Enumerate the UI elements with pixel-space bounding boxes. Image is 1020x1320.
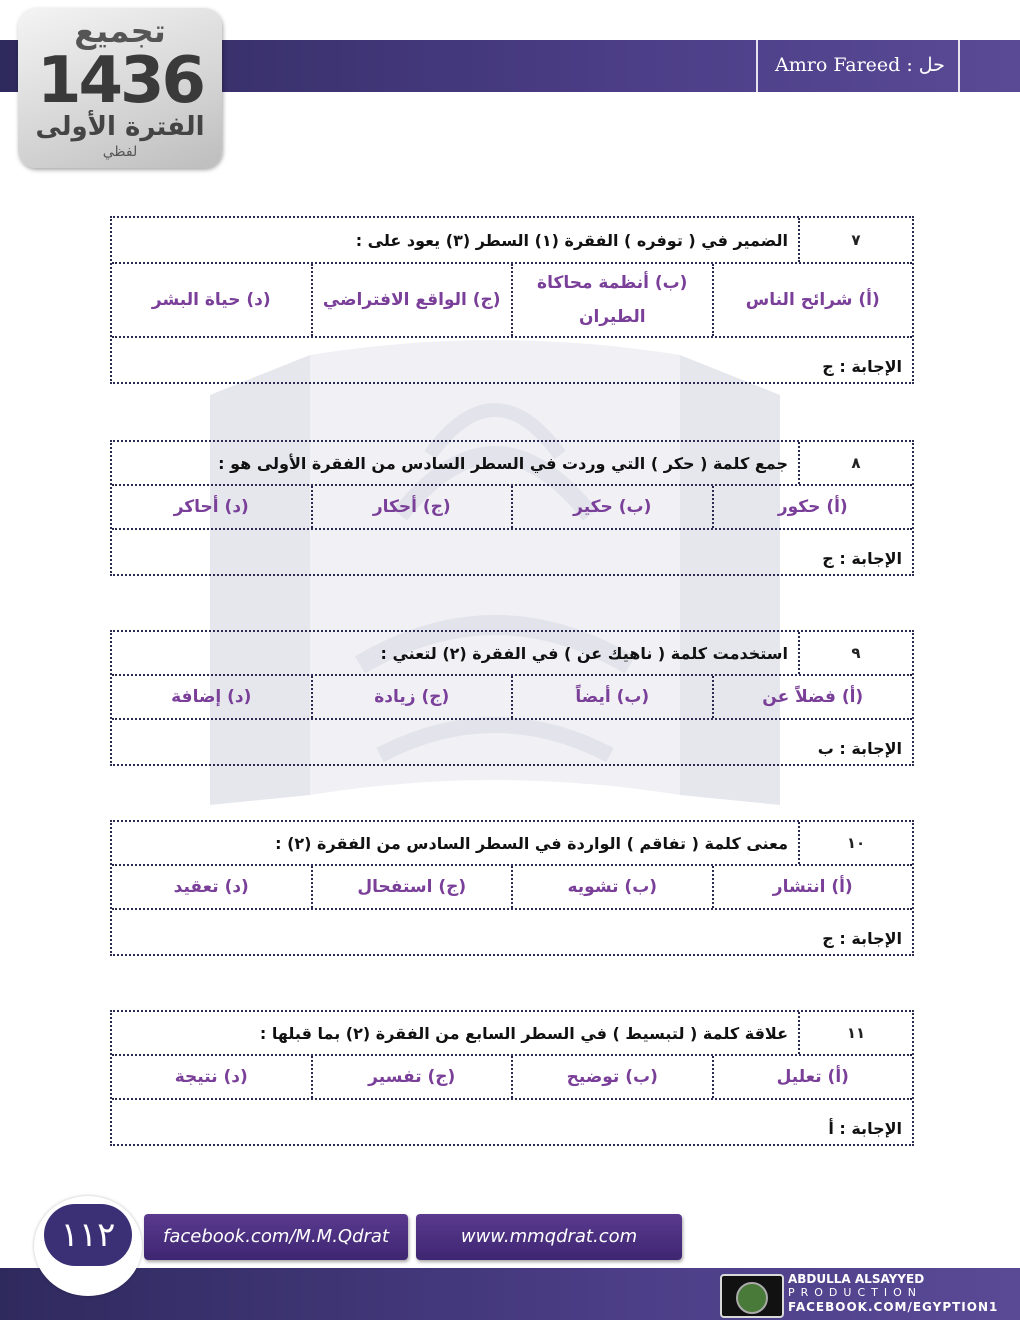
question-number: ٩	[798, 632, 912, 674]
credit-link: FACEBOOK.COM/EGYPTION1	[788, 1300, 999, 1314]
collection-badge-logo	[18, 8, 222, 168]
option-d: (د) إضافة	[171, 687, 252, 707]
page-number-badge	[34, 1196, 142, 1296]
question-card	[110, 440, 914, 576]
option-a: (أ) حكور	[712, 486, 913, 528]
option-c: (ج) تفسير	[311, 1056, 512, 1098]
facebook-link[interactable]: facebook.com/M.M.Qdrat	[144, 1214, 408, 1260]
question-number: ٧	[798, 218, 912, 262]
website-link[interactable]: www.mmqdrat.com	[416, 1214, 682, 1260]
badge-title: تجميع	[74, 12, 166, 50]
credit-name: ABDULLA ALSAYYED	[788, 1272, 925, 1286]
option-d: (د) نتيجة	[174, 1067, 248, 1087]
option-b: (ب) أيضاً	[511, 676, 712, 718]
camera-logo-icon	[720, 1274, 784, 1318]
question-text: علاقة كلمة ( لتبسيط ) في السطر السابع من الفقرة (٢) بما قبلها :	[259, 1023, 788, 1043]
answer: الإجابة : ب	[817, 739, 902, 758]
question-card	[110, 216, 914, 384]
option-c: (ج) زيادة	[311, 676, 512, 718]
option-b: (ب) أنظمة محاكاة الطيران	[511, 264, 712, 336]
question-number: ١١	[798, 1012, 912, 1054]
question-text: استخدمت كلمة ( ناهيك عن ) في الفقرة (٢) لتعني :	[380, 643, 788, 663]
option-c: (ج) أحكار	[311, 486, 512, 528]
question-text: معنى كلمة ( تفاقم ) الواردة في السطر السادس من الفقرة (٢) :	[275, 833, 788, 853]
question-number: ١٠	[798, 822, 912, 864]
solver-credit: حل : Amro Fareed	[775, 54, 945, 76]
answer: الإجابة : ج	[822, 357, 902, 376]
answer: الإجابة : ج	[822, 549, 902, 568]
option-a: (أ) تعليل	[712, 1056, 913, 1098]
question-card	[110, 1010, 914, 1146]
page-number: ١١٢	[44, 1204, 132, 1266]
option-b: (ب) توضيح	[511, 1056, 712, 1098]
question-text: جمع كلمة ( حكر ) التي وردت في السطر السادس من الفقرة الأولى هو :	[218, 453, 788, 473]
credit-role: PRODUCTION	[788, 1286, 922, 1299]
option-c: (ج) الواقع الافتراضي	[311, 264, 512, 336]
option-a: (أ) شرائح الناس	[712, 264, 913, 336]
badge-period: الفترة الأولى	[35, 112, 205, 142]
answer: الإجابة : ج	[822, 929, 902, 948]
question-text: الضمير في ( توفره ) الفقرة (١) السطر (٣) يعود على :	[355, 230, 788, 250]
option-c: (ج) استفحال	[311, 866, 512, 908]
option-b: (ب) تشويه	[511, 866, 712, 908]
badge-section: لفظي	[102, 144, 138, 160]
header-divider	[958, 40, 960, 92]
option-d: (د) تعقيد	[173, 877, 249, 897]
option-d: (د) حياة البشر	[151, 290, 271, 310]
option-a: (أ) فضلاً عن	[712, 676, 913, 718]
option-a: (أ) انتشار	[712, 866, 913, 908]
production-credit	[716, 1272, 1020, 1316]
header-divider	[756, 40, 758, 92]
option-d: (د) أحاكر	[173, 497, 249, 517]
question-number: ٨	[798, 442, 912, 484]
badge-year: 1436	[36, 44, 204, 118]
option-b: (ب) حكير	[511, 486, 712, 528]
answer: الإجابة : أ	[828, 1119, 902, 1138]
question-card	[110, 820, 914, 956]
question-card	[110, 630, 914, 766]
